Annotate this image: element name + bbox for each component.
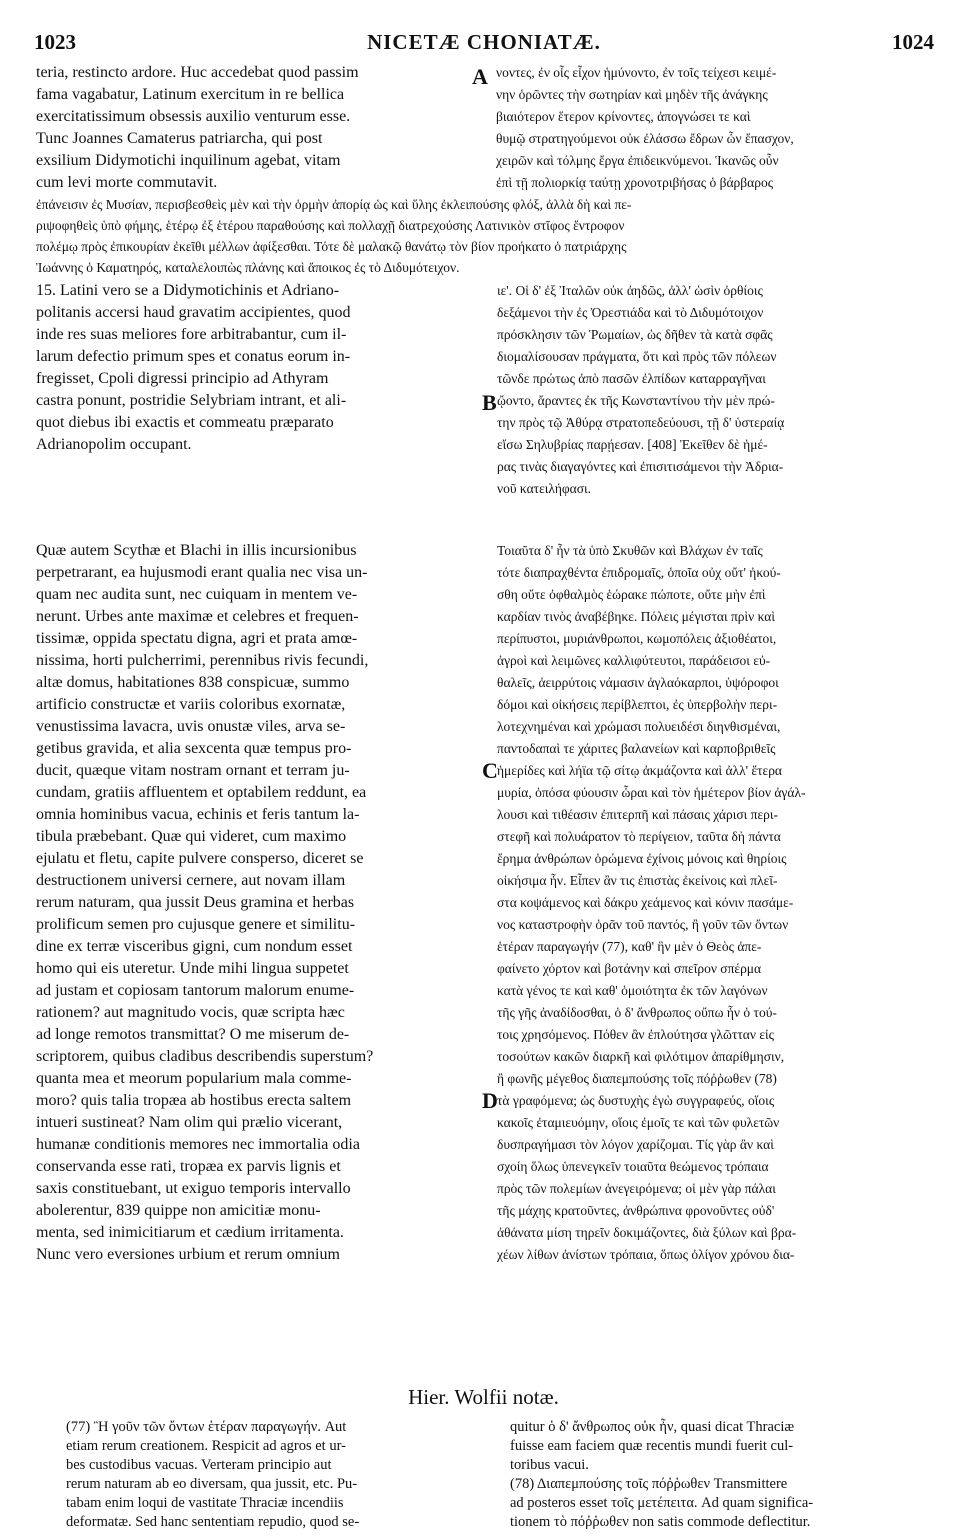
text-line: ἑτέραν παραγωγήν (77), καθ' ἣν μὲν ὁ Θεὸς ἀπε- bbox=[497, 939, 762, 954]
text-line: τῶνδε πρώτως ἀπὸ πασῶν ἐλπίδων καταρραγῆναι bbox=[497, 371, 766, 386]
text-line: μυρία, ὁπόσα φύουσιν ὧραι καὶ τὸν ἡμέτερον βίον ἀγάλ- bbox=[497, 785, 806, 800]
text-line: σθη οὔτε ὀφθαλμὸς ἑώρακε πώποτε, οὔτε μὴν ἐπὶ bbox=[497, 587, 766, 602]
text-line: λουσι καὶ τιθέασιν ἐπιτερπῆ καὶ πάσαις χάρισι περι- bbox=[497, 807, 779, 822]
text-line: δόμοι καὶ οἰκήσεις περίβλεπτοι, ἐς ὑπερβολὴν περι- bbox=[497, 697, 778, 712]
page-header bbox=[34, 30, 934, 54]
text-line: Tunc Joannes Camaterus patriarcha, qui post bbox=[36, 130, 323, 147]
text-line: νην ὁρῶντες τὴν σωτηρίαν καὶ μηδὲν τῆς ἀνάγκης bbox=[496, 87, 768, 102]
text-line: fuisse eam faciem quæ recentis mundi fuerit cul- bbox=[510, 1438, 794, 1454]
text-line: tissimæ, oppida spectatu digna, agri et prata amœ- bbox=[36, 630, 358, 647]
text-line: φαίνετο χόρτον καὶ βοτάνην καὶ σπεῖρον σπέρμα bbox=[497, 961, 762, 976]
text-line: θυμῷ στρατηγούμενοι οὐκ ἐλάσσω ἔδρων ὧν ἔπασχον, bbox=[496, 131, 794, 146]
main-latin-column bbox=[36, 540, 481, 1266]
text-line: Quæ autem Scythæ et Blachi in illis incursionibus bbox=[36, 542, 357, 559]
text-line: rerum naturam, qua jussit Deus gramina et herbas bbox=[36, 894, 355, 911]
margin-marker-a: A bbox=[472, 64, 488, 89]
text-line: getibus gravida, et alia sexcenta quæ tempus pro- bbox=[36, 740, 352, 757]
text-line: καρδίαν τινὸς ἀναβέβηκε. Πόλεις μέγισται πρὶν καὶ bbox=[497, 609, 776, 624]
text-line: κακοῖς ἐταμιευόμην, οἵοις ἐμοῖς τε καὶ τῶν φυλετῶν bbox=[497, 1115, 780, 1130]
text-line: (78) Διαπεμπούσης τοῖς πόῤῥωθεν Transmittere bbox=[510, 1476, 788, 1492]
text-line: nerunt. Urbes ante maximæ et celebres et frequen- bbox=[36, 608, 359, 625]
text-line: ad longe remotos transmittat? O me miserum de- bbox=[36, 1026, 350, 1043]
main-greek-column bbox=[497, 540, 937, 1266]
text-line: ἀθάνατα μίση τηρεῖν δοκιμάζοντες, διὰ ξύλων καὶ βρα- bbox=[497, 1225, 797, 1240]
text-line: ἐπάνεισιν ἐς Μυσίαν, περισβεσθεὶς μὲν καὶ τὴν ὁρμὴν ἀπορίᾳ ὡς καὶ ὕλης ἐκλειπούσης φλόξ, ἀλλὰ δὴ καὶ πε- bbox=[36, 197, 632, 212]
text-line: τοις χρησόμενος. Πόθεν ἂν ἐπλούτησα γλῶτταν εἰς bbox=[497, 1027, 774, 1042]
text-line: castra ponunt, postridie Selybriam intrant, et ali- bbox=[36, 392, 347, 409]
text-line: moro? quis talia tropæa ab hostibus erecta saltem bbox=[36, 1092, 352, 1109]
text-line: ducit, quæque vitam nostram ornant et terram ju- bbox=[36, 762, 350, 779]
text-line: χειρῶν καὶ τόλμης ἔργα ἐπιδεικνύμενοι. Ἱκανῶς οὖν bbox=[496, 153, 779, 168]
text-line: omnia hominibus vacua, echinis et feris tantum la- bbox=[36, 806, 360, 823]
text-line: ρας τινὰς διαγαγόντες καὶ ἐπισιτισάμενοι τὴν Ἀδρια- bbox=[497, 459, 784, 474]
text-line: ἔρημα ἀνθρώπων ὁρώμενα ἐχίνοις μόνοις καὶ θηρίοις bbox=[497, 851, 787, 866]
text-line: βιαιότερον ἕτερον κρίνοντες, ἀπογνώσει τε καὶ bbox=[496, 109, 751, 124]
text-line: quam nec audita sunt, nec cuiquam in mentem ve- bbox=[36, 586, 358, 603]
text-line: ἐπὶ τῇ πολιορκίᾳ ταύτῃ χρονοτριβήσας ὁ βάρβαρος bbox=[496, 175, 774, 190]
text-line: τοσούτων κακῶν διαρκῆ καὶ φιλότιμον ἀπαρίθμησιν, bbox=[497, 1049, 785, 1064]
text-line: etiam rerum creationem. Respicit ad agros et ur- bbox=[66, 1438, 346, 1454]
text-line: περίπυστοι, μυριάνθρωποι, κωμοπόλεις ἀξιοθέατοι, bbox=[497, 631, 777, 646]
text-line: πρὸς τῶν πολεμίων ἀνεγειρόμενα; οἱ μὲν γὰρ πάλαι bbox=[497, 1181, 776, 1196]
text-line: toribus vacui. bbox=[510, 1457, 589, 1473]
text-line: πολέμῳ πρὸς ἐπικουρίαν ἐκεῖθι μέλλων ἀφίξεσθαι. Τότε δὲ μαλακῷ θανάτῳ τὸν βίον προήκατο ὁ πατριάρχης bbox=[36, 239, 627, 254]
text-line: quot diebus ibi exactis et commeatu præparato bbox=[36, 414, 334, 431]
text-line: Nunc vero eversiones urbium et rerum omnium bbox=[36, 1246, 340, 1263]
text-line: dine ex terræ visceribus gigni, cum nondum esset bbox=[36, 938, 353, 955]
text-line: διομαλίσουσαν πράγματα, ὅτι καὶ πρὸς τῶν πόλεων bbox=[497, 349, 777, 364]
text-line: οἰκήσιμα ἦν. Εἶπεν ἂν τις ἐπιστὰς ἐκείνοις καὶ πλεῖ- bbox=[497, 873, 778, 888]
text-line: saxis constituebant, ut exiguo temporis intervallo bbox=[36, 1180, 351, 1197]
text-line: ἡμερίδες καὶ λήϊα τῷ σίτῳ ἀκμάζοντα καὶ ἀλλ' ἕτερα bbox=[497, 763, 783, 778]
text-line: χέων λίθων ἀνίστων τρόπαια, ὅπως ὀλίγον χρόνου δια- bbox=[497, 1247, 795, 1262]
text-line: destructionem universi cernere, aut novam illam bbox=[36, 872, 346, 889]
text-line: την πρὸς τῷ Ἀθύρᾳ στρατοπεδεύουσι, τῇ δ' ὑστεραίᾳ bbox=[497, 415, 785, 430]
text-line: prolificum semen pro cujusque genere et similitu- bbox=[36, 916, 356, 933]
page-number-right: 1024 bbox=[892, 30, 934, 54]
text-line: σχοίη ὅλως ὑπενεγκεῖν τοιαῦτα θεώμενος τρόπαια bbox=[497, 1159, 769, 1174]
text-line: cundam, gratiis affluentem et optabilem reddunt, ea bbox=[36, 784, 367, 801]
text-line: παντοδαπαὶ τε χάριτες βαλανείων καὶ καρποβριθεῖς bbox=[497, 741, 776, 756]
text-line: conservanda esse rati, tropæa ex parvis lignis et bbox=[36, 1158, 341, 1175]
text-line: κατὰ γένος τε καὶ καθ' ὁμοιότητα ἐκ τῶν λαγόνων bbox=[497, 983, 768, 998]
text-line: intueri sustineat? Nam olim qui prælio vicerant, bbox=[36, 1114, 343, 1131]
top-greek-column bbox=[496, 62, 936, 194]
text-line: artificio constructæ et variis coloribus exornatæ, bbox=[36, 696, 346, 713]
text-line: ριψοφηθεὶς ὑπὸ φήμης, ἑτέρῳ ἐξ ἑτέρου παραθούσης καὶ πολλαχῇ διατρεχούσης Λατινικὸν στῖφος ἔντροφον bbox=[36, 218, 625, 233]
text-line: altæ domus, habitationes 838 conspicuæ, summo bbox=[36, 674, 350, 691]
margin-marker-c: C bbox=[482, 758, 498, 783]
text-line: (77) Ἢ γοῦν τῶν ὄντων ἑτέραν παραγωγήν. Aut bbox=[66, 1419, 347, 1435]
text-line: Adrianopolim occupant. bbox=[36, 436, 192, 453]
text-line: νος καταστροφὴν ὁρᾶν τοῦ παντός, ἢ γοῦν τῶν ὄντων bbox=[497, 917, 789, 932]
notes-heading: Hier. Wolfii notæ. bbox=[408, 1385, 559, 1409]
notes-left-column bbox=[66, 1418, 496, 1532]
text-line: τότε διαπραχθέντα ἐπιδρομαῖς, ὁποῖα οὐχ οὔτ' ἠκού- bbox=[497, 565, 781, 580]
text-line: δυσπραγήμασι τὸν λόγον χαρίζομαι. Τίς γὰρ ἂν καὶ bbox=[497, 1137, 774, 1152]
text-line: scriptorem, quibus cladibus describendis superstum? bbox=[36, 1048, 374, 1065]
text-line: θαλεῖς, ἀειρρύτοις νάμασιν ἀγλαόκαρποι, ὑψόροφοι bbox=[497, 675, 779, 690]
text-line: exercitatissimum obsessis auxilio venturum esse. bbox=[36, 108, 351, 125]
text-line: ιε'. Οἱ δ' ἐξ Ἰταλῶν οὐκ ἀηδῶς, ἀλλ' ὡσὶν ὀρθίοις bbox=[497, 283, 763, 298]
text-line: νοῦ κατειλήφασι. bbox=[497, 481, 592, 496]
text-line: πρόσκλησιν τῶν Ῥωμαίων, ὡς δῆθεν τὰ κατὰ σφᾶς bbox=[497, 327, 773, 342]
text-line: ἀγροὶ καὶ λειμῶνες καλλιφύτευτοι, παράδεισοι εὐ- bbox=[497, 653, 771, 668]
text-line: Ἰωάννης ὁ Καματηρός, καταλελοιπὼς πλάνης καὶ ἄποικος ἐς τὸ Διδυμότειχον. bbox=[36, 260, 460, 275]
text-line: fama vagabatur, Latinum exercitum in re bellica bbox=[36, 86, 345, 103]
text-line: nissima, horti pulcherrimi, perennibus rivis fecundi, bbox=[36, 652, 369, 669]
text-line: τῆς γῆς ἀναδίδοσθαι, ὁ δ' ἄνθρωπος οὔπω ἦν ὁ τού- bbox=[497, 1005, 777, 1020]
text-line: tabam enim loqui de vastitate Thraciæ incendiis bbox=[66, 1495, 344, 1511]
margin-marker-b: B bbox=[482, 390, 497, 415]
text-line: εἴσω Σηλυβρίας παρῄεσαν. [408] Ἐκεῖθεν δὲ ἡμέ- bbox=[497, 437, 768, 452]
text-line: politanis accersi haud gravatim accipientes, quod bbox=[36, 304, 351, 321]
text-line: rationem? aut magnitudo vocis, quæ scripta hæc bbox=[36, 1004, 345, 1021]
text-line: στα κοψάμενος καὶ δάκρυ χεάμενος καὶ κόνιν πασάμε- bbox=[497, 895, 794, 910]
text-line: abolerentur, 839 quippe non amicitiæ monu- bbox=[36, 1202, 321, 1219]
text-line: venustissima lavacra, uvis onustæ viles, arva se- bbox=[36, 718, 346, 735]
text-line: rerum naturam ab eo diversam, qua jussit, etc. Pu- bbox=[66, 1476, 358, 1492]
text-line: quanta mea et meorum popularium mala comme- bbox=[36, 1070, 352, 1087]
text-line: στεφῆ καὶ πολυάρατον τὸ περίγειον, ταῦτα δὴ πάντα bbox=[497, 829, 781, 844]
text-line: τῆς μάχης κρατοῦντες, ἀνθρώπινα φρονοῦντες οὐδ' bbox=[497, 1203, 775, 1218]
text-line: cum levi morte commutavit. bbox=[36, 174, 218, 191]
mid-greek-column bbox=[497, 280, 937, 500]
page-number-left: 1023 bbox=[34, 30, 76, 54]
text-line: larum defectio primum spes et conatus eorum in- bbox=[36, 348, 351, 365]
text-line: inde res suas meliores fore arbitrabantur, cum il- bbox=[36, 326, 347, 343]
text-line: exsilium Didymotichi inquilinum agebat, vitam bbox=[36, 152, 341, 169]
full-width-greek-block bbox=[36, 194, 936, 278]
text-line: teria, restincto ardore. Huc accedebat quod passim bbox=[36, 64, 359, 81]
text-line: δεξάμενοι τὴν ἐς Ὀρεστιάδα καὶ τὸ Διδυμότοιχον bbox=[497, 305, 764, 320]
text-line: quitur ὁ δ' ἄνθρωπος οὐκ ἦν, quasi dicat Thraciæ bbox=[510, 1419, 795, 1435]
text-line: νοντες, ἐν οἷς εἶχον ἡμύνοντο, ἐν τοῖς τείχεσι κειμέ- bbox=[496, 65, 777, 80]
text-line: humanæ conditionis memores nec immortalia odia bbox=[36, 1136, 360, 1153]
text-line: λοτεχνημέναι καὶ χρώμασι πολυειδέσι διηνθισμέναι, bbox=[497, 719, 781, 734]
margin-marker-d: D bbox=[482, 1088, 498, 1113]
text-line: τὰ γραφόμενα; ὡς δυστυχὴς ἐγὼ συγγραφεύς, οἵοις bbox=[497, 1093, 775, 1108]
mid-latin-column bbox=[36, 280, 481, 456]
notes-right-column bbox=[510, 1418, 940, 1532]
text-line: deformatæ. Sed hanc sententiam repudio, quod se- bbox=[66, 1514, 360, 1530]
text-line: tibula præbebant. Quæ qui videret, cum maximo bbox=[36, 828, 347, 845]
text-line: menta, sed inimicitiarum et cædium irritamenta. bbox=[36, 1224, 344, 1241]
text-line: 15. Latini vero se a Didymotichinis et Adriano- bbox=[36, 282, 340, 299]
text-line: homo qui eis uteretur. Unde mihi lingua suppetet bbox=[36, 960, 349, 977]
text-line: tionem τὸ πόῤῥωθεν non satis commode deflectitur. bbox=[510, 1514, 811, 1530]
text-line: ad justam et copiosam tantorum malorum enume- bbox=[36, 982, 355, 999]
text-line: ad posteros esset τοῖς μετέπειτα. Ad quam significa- bbox=[510, 1495, 814, 1511]
text-line: bes custodibus vacuas. Verteram principio aut bbox=[66, 1457, 332, 1473]
top-latin-column bbox=[36, 62, 491, 194]
text-line: ejulatu et fletu, capite pulvere consperso, diceret se bbox=[36, 850, 364, 867]
text-line: fregisset, Cpoli digressi principio ad Athyram bbox=[36, 370, 329, 387]
running-title: NICETÆ CHONIATÆ. bbox=[367, 30, 601, 54]
text-line: perpetrarant, ea hujusmodi erant qualia nec visa un- bbox=[36, 564, 368, 581]
text-line: ᾤοντο, ἄραντες ἐκ τῆς Κωνσταντίνου τὴν μὲν πρώ- bbox=[497, 393, 775, 408]
text-line: Τοιαῦτα δ' ἦν τὰ ὑπὸ Σκυθῶν καὶ Βλάχων ἐν ταῖς bbox=[497, 543, 763, 558]
text-line: ἢ φωνῆς μέγεθος διαπεμπούσης τοῖς πόῤῥωθεν (78) bbox=[497, 1071, 777, 1086]
